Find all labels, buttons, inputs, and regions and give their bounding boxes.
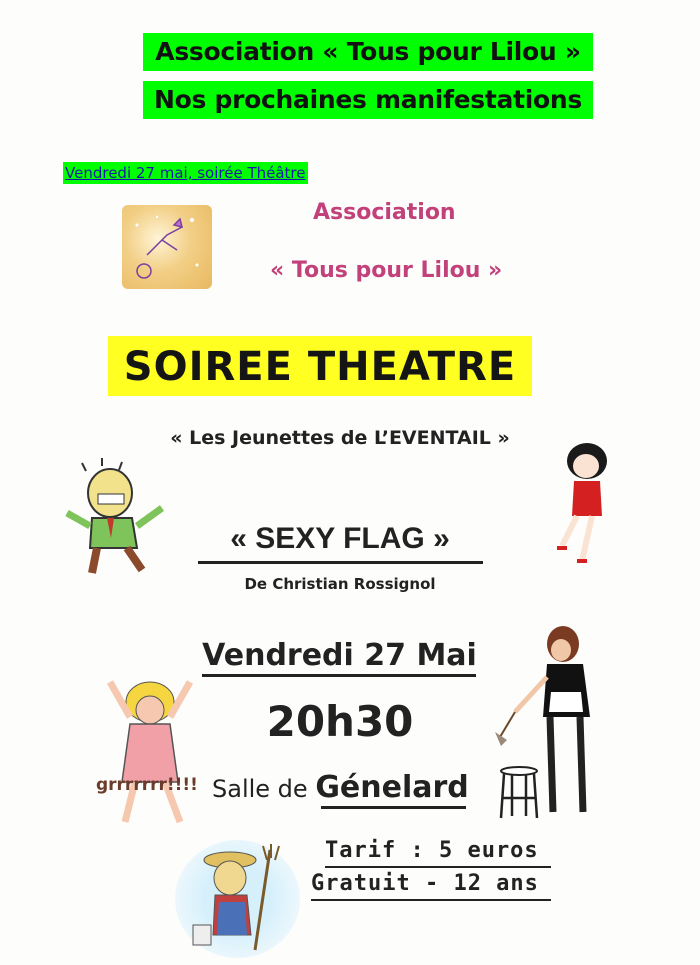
association-name: « Tous pour Lilou »	[270, 258, 503, 283]
free-entry-underline	[311, 899, 551, 901]
header-title: Association « Tous pour Lilou »	[143, 33, 593, 71]
price-underline	[325, 866, 551, 868]
betty-boop-cartoon	[552, 436, 610, 566]
banner	[108, 336, 532, 396]
banner-title: SOIREE THEATRE	[123, 344, 517, 390]
troupe-name: « Les Jeunettes de L’EVENTAIL »	[170, 427, 510, 449]
event-date: Vendredi 27 Mai	[202, 638, 477, 673]
header-subtitle: Nos prochaines manifestations	[143, 81, 593, 119]
price: Tarif : 5 euros	[325, 838, 539, 863]
association-label: Association	[313, 200, 456, 225]
farmer-with-pitchfork-cartoon	[175, 840, 300, 958]
furious-woman-cartoon	[100, 672, 200, 832]
date-underline	[202, 674, 476, 677]
play-title: « SEXY FLAG »	[230, 522, 450, 555]
venue-prefix: Salle de	[212, 775, 308, 803]
venue-name: Génelard	[315, 770, 469, 805]
free-entry: Gratuit - 12 ans	[311, 871, 539, 896]
play-author: De Christian Rossignol	[244, 575, 436, 593]
event-link[interactable]: Vendredi 27 mai, soirée Théâtre	[65, 164, 306, 182]
venue-underline	[321, 806, 466, 809]
venue	[212, 770, 469, 805]
sparkle-fairy-icon	[122, 205, 212, 289]
cartoon-caption: grrrrrrr!!!!	[96, 775, 198, 795]
stool-icon	[498, 766, 540, 820]
angry-man-cartoon	[62, 458, 172, 578]
play-title-underline	[198, 561, 483, 564]
event-time: 20h30	[266, 697, 414, 746]
